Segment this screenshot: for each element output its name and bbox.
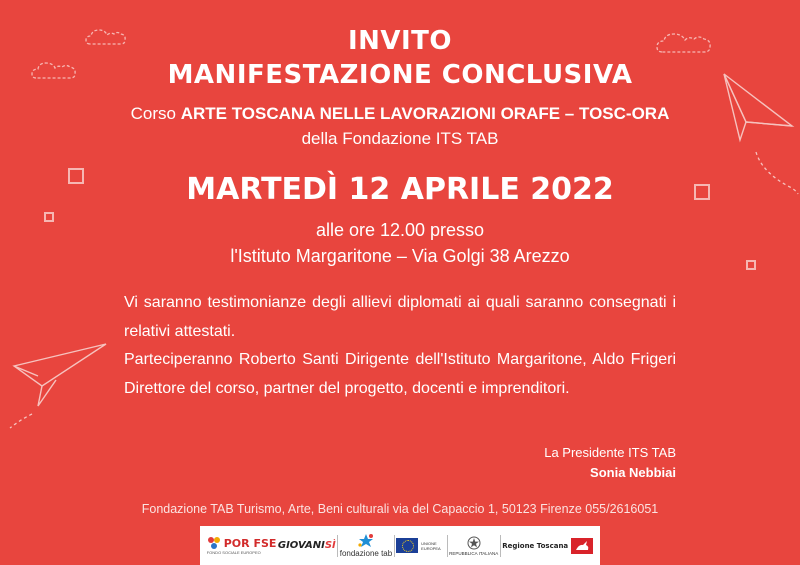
event-place: l'Istituto Margaritone – Via Golgi 38 Arezzo [230,246,570,266]
logo-divider [337,535,338,557]
body-text [124,289,676,403]
repubblica-label: REPUBBLICA ITALIANA [449,550,499,556]
tab-star-icon [356,533,376,549]
eu-label: UNIONE EUROPEA [421,540,441,551]
eu-logo [396,538,445,553]
porfse-label: POR FSE [223,536,277,550]
invitation-title: INVITO [347,26,453,56]
logo-divider [500,535,501,557]
foundation-line: della Fondazione ITS TAB [301,129,499,148]
giovanisi-label: GIOVANI [277,540,325,551]
footer-address: Fondazione TAB Turismo, Arte, Beni culturali via del Capaccio 1, 50123 Firenze 055/2616051 [141,502,659,516]
porfse-icon [207,536,221,550]
event-date: MARTEDÌ 12 APRILE 2022 [186,172,614,207]
tab-label: fondazione tab [339,549,393,558]
body-paragraph-1: Vi saranno testimonianze degli allievi diplomati ai quali saranno consegnati i relativi attestati. [124,294,676,340]
event-title: MANIFESTAZIONE CONCLUSIVA [167,60,633,90]
giovanisi-logo [278,540,336,551]
signature-role: La Presidente ITS TAB [544,445,676,460]
regione-label: Regione Toscana [502,541,569,550]
emblem-icon [467,536,481,550]
regione-toscana-logo [502,538,593,554]
porfse-logo [207,536,277,555]
eu-flag-icon [396,538,418,553]
course-line [0,104,800,124]
repubblica-logo [449,536,498,556]
signature-name: Sonia Nebbiai [590,465,676,480]
course-prefix: Corso [130,104,181,123]
logo-divider [447,535,448,557]
body-paragraph-2: Parteciperanno Roberto Santi Dirigente dell'Istituto Margaritone, Aldo Frigeri Direttore del corso, partner del progetto, docenti e imprenditori. [124,351,676,397]
logo-strip [200,526,600,565]
course-name: ARTE TOSCANA NELLE LAVORAZIONI ORAFE – TOSC-ORA [180,104,670,123]
giovanisi-accent: SÌ [324,540,336,551]
pegasus-icon [571,538,593,554]
paper-plane-icon [4,340,114,430]
logo-divider [394,535,395,557]
porfse-sublabel: FONDO SOCIALE EUROPEO [206,550,261,555]
event-time: alle ore 12.00 presso [315,220,485,240]
fondazione-tab-logo [340,533,393,558]
